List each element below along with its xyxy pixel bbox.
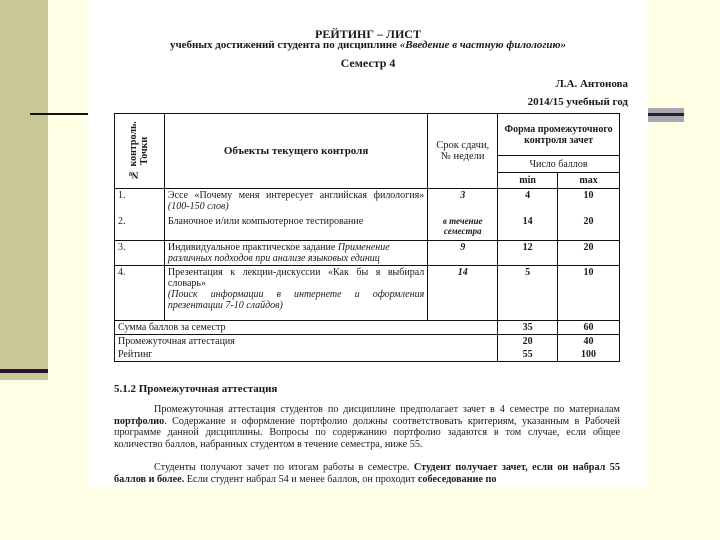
row-num: 4.	[115, 266, 165, 321]
row-term: 9	[428, 241, 498, 266]
header-form: Форма промежуточного контроля зачет	[498, 114, 620, 156]
author-name: Л.А. Антонова	[555, 78, 628, 90]
header-term: Срок сдачи, № недели	[428, 114, 498, 189]
row-max: 20	[558, 241, 620, 266]
row-max: 10	[558, 189, 620, 215]
row-min: 14	[498, 215, 558, 241]
row-term: 14	[428, 266, 498, 321]
table-header-row	[115, 114, 620, 156]
row-object: Бланочное и/или компьютерное тестирование	[164, 215, 427, 241]
table-row	[115, 241, 620, 266]
row-object: Индивидуальное практическое задание Применение различных подходов при анализе языковых единиц	[164, 241, 427, 266]
subtitle-prefix: учебных достижений студента по дисциплине	[169, 39, 400, 51]
table-row	[115, 215, 620, 241]
rating-table	[114, 113, 620, 362]
document-title: РЕЙТИНГ – ЛИСТ	[315, 27, 421, 41]
total-max: 40	[558, 335, 620, 349]
row-num: 3.	[115, 241, 165, 266]
total-label: Промежуточная аттестация	[115, 335, 498, 349]
total-min: 55	[498, 348, 558, 362]
row-num: 1.	[115, 189, 165, 215]
total-min: 35	[498, 321, 558, 335]
semester-label: Семестр 4	[340, 56, 396, 70]
header-objects: Объекты текущего контроля	[164, 114, 427, 189]
total-max: 100	[558, 348, 620, 362]
row-min: 5	[498, 266, 558, 321]
header-num: № контроль. Точки	[115, 114, 165, 189]
row-min: 4	[498, 189, 558, 215]
total-row	[115, 348, 620, 362]
table-row	[115, 189, 620, 215]
table-row	[115, 266, 620, 321]
sidebar-accent-line	[0, 369, 48, 373]
header-max: max	[558, 173, 620, 189]
row-min: 12	[498, 241, 558, 266]
paragraph-2: Студенты получают зачет по итогам работы в семестре. Студент получает зачет, если он набрал 55 баллов и более. Если студент набрал 54 и менее баллов, он проходит собеседование по	[114, 462, 620, 485]
right-decorative-line	[648, 113, 684, 116]
slide-sidebar	[0, 0, 48, 380]
document-subtitle	[88, 39, 648, 51]
row-max: 10	[558, 266, 620, 321]
document-page	[88, 0, 648, 488]
total-label: Сумма баллов за семестр	[115, 321, 498, 335]
header-min: min	[498, 173, 558, 189]
section-heading: 5.1.2 Промежуточная аттестация	[114, 383, 278, 395]
total-row	[115, 321, 620, 335]
left-decorative-rule	[30, 113, 88, 115]
row-term: в течение семестра	[428, 215, 498, 241]
row-num: 2.	[115, 215, 165, 241]
row-max: 20	[558, 215, 620, 241]
row-object: Эссе «Почему меня интересует английская филология» (100-150 слов)	[164, 189, 427, 215]
header-points: Число баллов	[498, 156, 620, 173]
row-term: 3	[428, 189, 498, 215]
total-max: 60	[558, 321, 620, 335]
total-row	[115, 335, 620, 349]
paragraph-1: Промежуточная аттестация студентов по дисциплине предполагает зачет в 4 семестре по материалам портфолио. Содержание и оформление портфолио должны соответствовать критериям, указанным в Рабочей программе данной дисциплины. Вопросы по содержанию портфолио задаются в том случае, если общее количество баллов, набранных студентом в течение семестра, ниже 55.	[114, 404, 620, 451]
academic-year: 2014/15 учебный год	[527, 96, 628, 108]
row-object: Презентация к лекции-дискуссии «Как бы я выбирал словарь» (Поиск информации в интернете и оформления презентации 7-10 слайдов)	[164, 266, 427, 321]
total-label: Рейтинг	[115, 348, 498, 362]
total-min: 20	[498, 335, 558, 349]
course-name: «Введение в частную филологию»	[399, 39, 567, 51]
